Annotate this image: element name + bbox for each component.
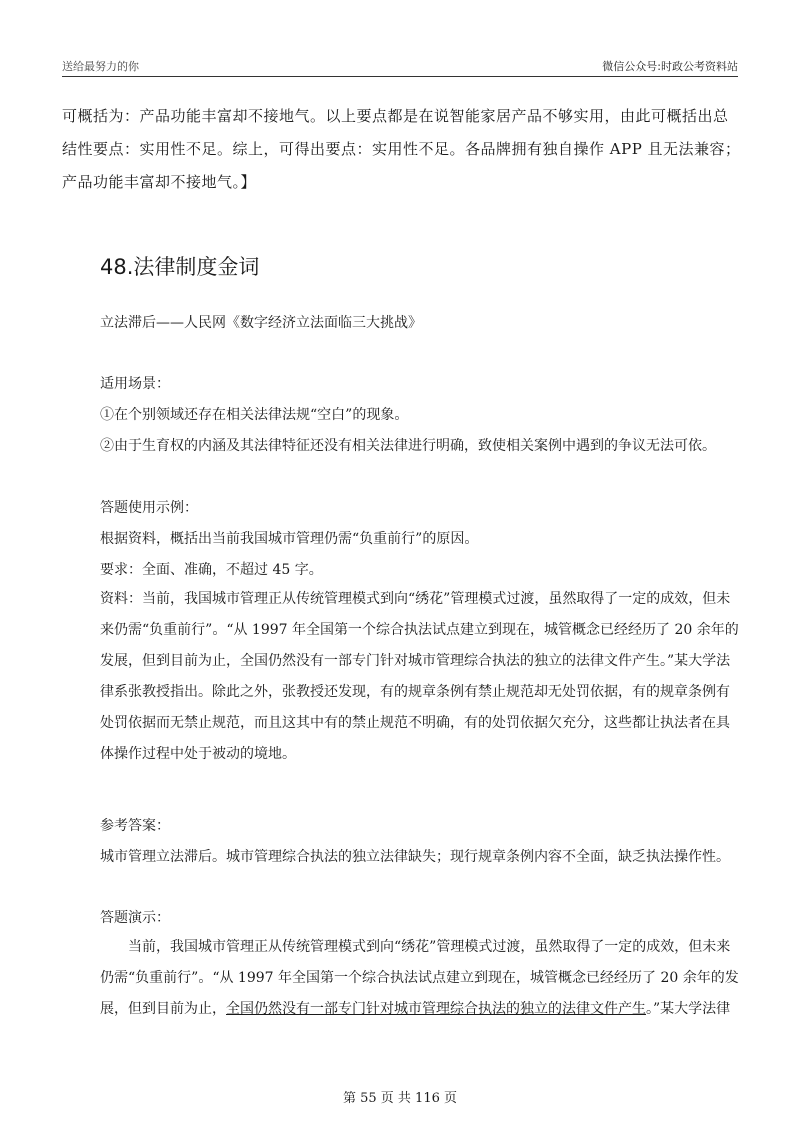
answer-heading: 参考答案：	[100, 818, 170, 834]
example-question: 根据资料，概括出当前我国城市管理仍需“负重前行”的原因。	[100, 531, 479, 547]
example-material: 资料：当前，我国城市管理正从传统管理模式到向“绣花”管理模式过渡，虽然取得了一定的成效，但未来仍需“负重前行”。“从 1997 年全国第一个综合执法试点建立到现在，城管概念已经经历了 20 余年的发展，但到目前为止，全国仍然没有一部专门针对城市管理综合执法的独立的法律文件产生。”某大学法律系张教授指出。除此之外，张教授还发现，有的规章条例有禁止规范却无处罚依据，有的规章条例有处罚依据而无禁止规范，而且这其中有的禁止规范不明确，有的处罚依据欠充分，这些都让执法者在具体操作过程中处于被动的境地。	[100, 591, 739, 762]
example-requirement: 要求：全面、准确，不超过 45 字。	[100, 562, 323, 578]
intro-paragraph-block	[62, 100, 742, 199]
demo-paragraph	[100, 932, 740, 1025]
example-heading: 答题使用示例：	[100, 500, 198, 516]
scene-item-2: ②由于生育权的内涵及其法律特征还没有相关法律进行明确，致使相关案例中遇到的争议无法可依。	[100, 438, 716, 454]
page-footer: 第 55 页 共 116 页	[342, 1091, 458, 1106]
scene-item-1: ①在个别领域还存在相关法律法规“空白”的现象。	[100, 407, 409, 423]
answer-text: 城市管理立法滞后。城市管理综合执法的独立法律缺失；现行规章条例内容不全面，缺乏执法操作性。	[100, 849, 730, 865]
demo-text-part2: 。”某大学法律	[646, 1001, 731, 1017]
demo-heading: 答题演示：	[100, 910, 170, 926]
header-left-text: 送给最努力的你	[62, 60, 139, 73]
page-header	[62, 56, 738, 77]
keyword-line: 立法滞后——人民网《数字经济立法面临三大挑战》	[100, 315, 422, 331]
section-title: 48.法律制度金词	[100, 255, 260, 279]
demo-text-part1: 当前，我国城市管理正从传统管理模式到向“绣花”管理模式过渡，虽然取得了一定的成效，但未来仍需“负重前行”。“从 1997 年全国第一个综合执法试点建立到现在，城管概念已经经历了 20 余年的发展，但到目前为止，	[100, 939, 739, 1017]
intro-paragraph: 可概括为：产品功能丰富却不接地气。以上要点都是在说智能家居产品不够实用，由此可概括出总结性要点：实用性不足。综上，可得出要点：实用性不足。各品牌拥有独自操作 APP 且无法兼容；产品功能丰富却不接地气。】	[62, 107, 741, 191]
header-right-text: 微信公众号:时政公考资料站	[602, 60, 738, 73]
scenes-heading: 适用场景：	[100, 376, 170, 392]
demo-underlined-text: 全国仍然没有一部专门针对城市管理综合执法的独立的法律文件产生	[226, 1001, 646, 1017]
